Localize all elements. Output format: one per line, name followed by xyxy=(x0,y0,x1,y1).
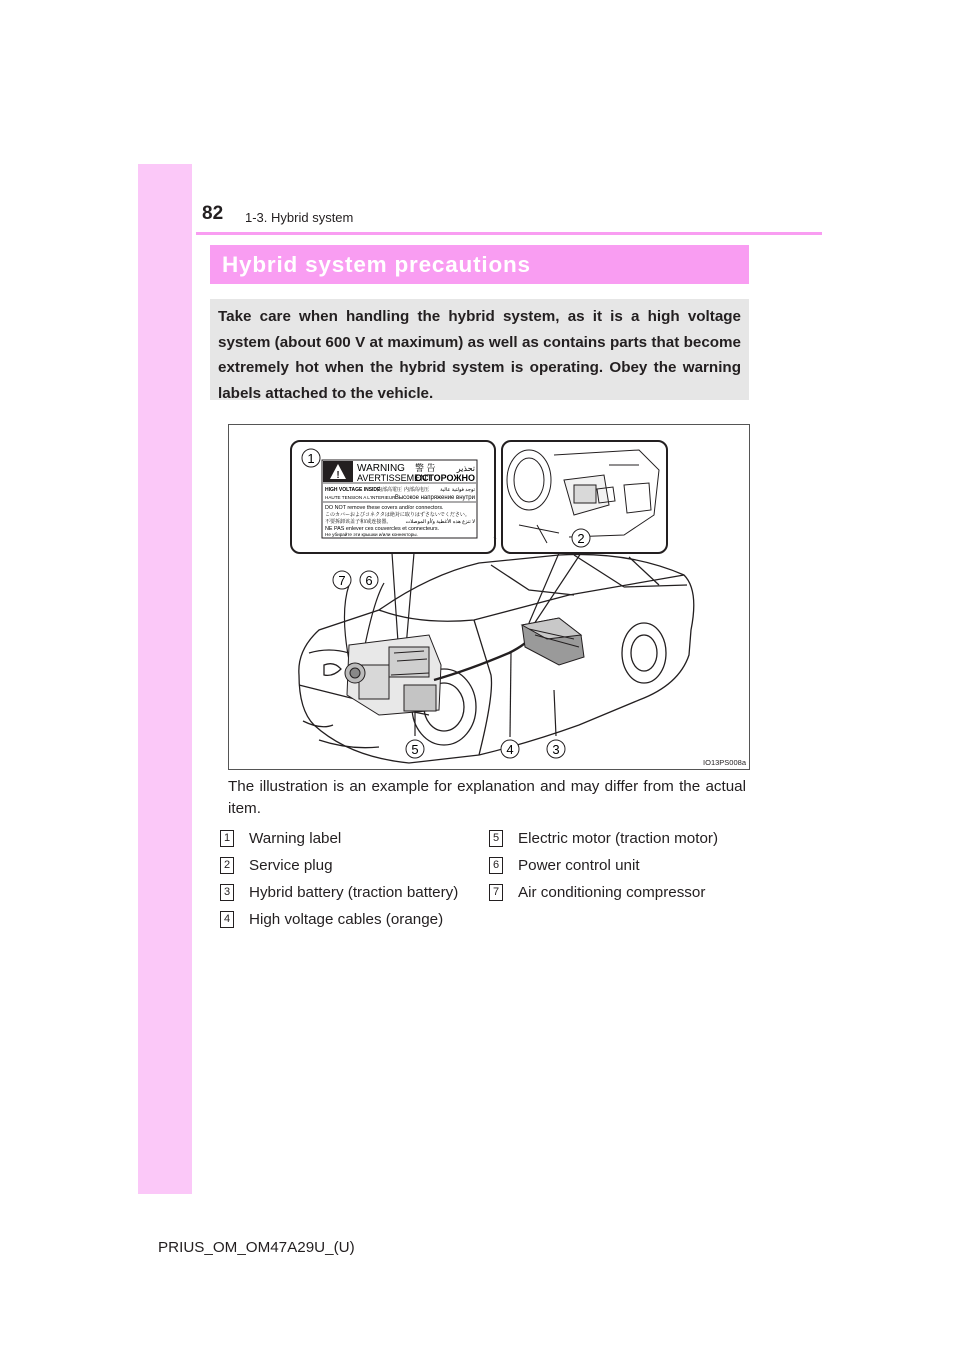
svg-text:DO NOT remove these covers and: DO NOT remove these covers and/or connectors. xyxy=(325,505,444,511)
callout-1 xyxy=(302,449,320,467)
svg-text:توجد فولتية عالية: توجد فولتية عالية xyxy=(440,487,475,493)
svg-text:Высокое напряжение внутри: Высокое напряжение внутри xyxy=(394,495,475,501)
legend-label: High voltage cables (orange) xyxy=(249,911,444,928)
legend-number: 1 xyxy=(220,830,234,847)
warning-label-graphic xyxy=(322,460,477,538)
legend-number: 4 xyxy=(220,911,234,928)
engine-components xyxy=(345,635,441,715)
svg-text:3: 3 xyxy=(552,742,560,757)
legend-label: Electric motor (traction motor) xyxy=(518,830,719,847)
svg-text:تحذير: تحذير xyxy=(456,464,475,473)
legend-label: Service plug xyxy=(249,857,333,874)
section-title: 1-3. Hybrid system xyxy=(245,210,354,225)
side-tab xyxy=(138,164,192,1194)
legend-label: Air conditioning compressor xyxy=(518,884,706,901)
svg-text:7: 7 xyxy=(338,573,346,588)
legend-number: 5 xyxy=(489,830,503,847)
callout-7 xyxy=(333,571,351,589)
svg-text:HIGH VOLTAGE INSIDE: HIGH VOLTAGE INSIDE xyxy=(325,487,381,493)
svg-text:WARNING: WARNING xyxy=(357,463,405,474)
footer-doc-id: PRIUS_OM_OM47A29U_(U) xyxy=(158,1239,355,1256)
legend-number: 6 xyxy=(489,857,503,874)
legend-number: 2 xyxy=(220,857,234,874)
legend-label: Warning label xyxy=(249,830,342,847)
callout-4 xyxy=(501,740,519,758)
svg-text:Не убирайте эти крышки и/или к: Не убирайте эти крышки и/или коннекторы. xyxy=(325,532,418,537)
svg-text:1: 1 xyxy=(307,451,315,466)
svg-text:6: 6 xyxy=(365,573,373,588)
callout-2 xyxy=(572,529,590,547)
legend-number: 3 xyxy=(220,884,234,901)
callout-5 xyxy=(406,740,424,758)
header-rule xyxy=(196,232,822,235)
legend-number: 7 xyxy=(489,884,503,901)
svg-text:NE PAS enlever ces couvercles: NE PAS enlever ces couvercles et connecteurs. xyxy=(325,526,440,532)
figure-code: IO13PS008a xyxy=(703,758,746,767)
legend-label: Power control unit xyxy=(518,857,640,874)
svg-text:!: ! xyxy=(336,470,340,481)
callout-3 xyxy=(547,740,565,758)
svg-text:4: 4 xyxy=(506,742,514,757)
svg-text:2: 2 xyxy=(577,531,585,546)
svg-text:HAUTE TENSION A L'INTERIEUR: HAUTE TENSION A L'INTERIEUR xyxy=(325,495,396,500)
svg-text:警 告: 警 告 xyxy=(415,463,436,473)
svg-text:5: 5 xyxy=(411,742,419,757)
page-title: Hybrid system precautions xyxy=(210,245,749,284)
svg-text:内部高电压: 内部高电压 xyxy=(404,487,430,493)
hybrid-battery xyxy=(522,618,584,665)
svg-text:AVERTISSEMENT: AVERTISSEMENT xyxy=(357,473,433,483)
svg-text:ОСТОРОЖНО: ОСТОРОЖНО xyxy=(415,473,475,483)
hybrid-system-illustration xyxy=(228,424,750,770)
high-voltage-cable xyxy=(434,633,534,680)
svg-text:このカバーおよびコネクタは絶対に取りはずさないでください。: このカバーおよびコネクタは絶対に取りはずさないでください。 xyxy=(325,512,470,518)
illustration-svg xyxy=(229,425,749,769)
svg-text:内部高電圧: 内部高電圧 xyxy=(377,487,403,493)
svg-text:不要拆卸该盖子和/或连接器。: 不要拆卸该盖子和/或连接器。 xyxy=(325,519,392,525)
intro-text: Take care when handling the hybrid system, as it is a high voltage system (about 600 V at maximum) as well as contains parts that become extremely hot when the hybrid system is operating. Obey the warning labels attached to the vehicle. xyxy=(210,299,749,400)
page-number: 82 xyxy=(202,203,224,224)
callout-6 xyxy=(360,571,378,589)
legend-label: Hybrid battery (traction battery) xyxy=(249,884,459,901)
illustration-caption: The illustration is an example for explanation and may differ from the actual item. xyxy=(228,778,746,817)
svg-text:لا تنزع هذه الأغطية و/أو الموص: لا تنزع هذه الأغطية و/أو الموصلات xyxy=(405,519,475,525)
